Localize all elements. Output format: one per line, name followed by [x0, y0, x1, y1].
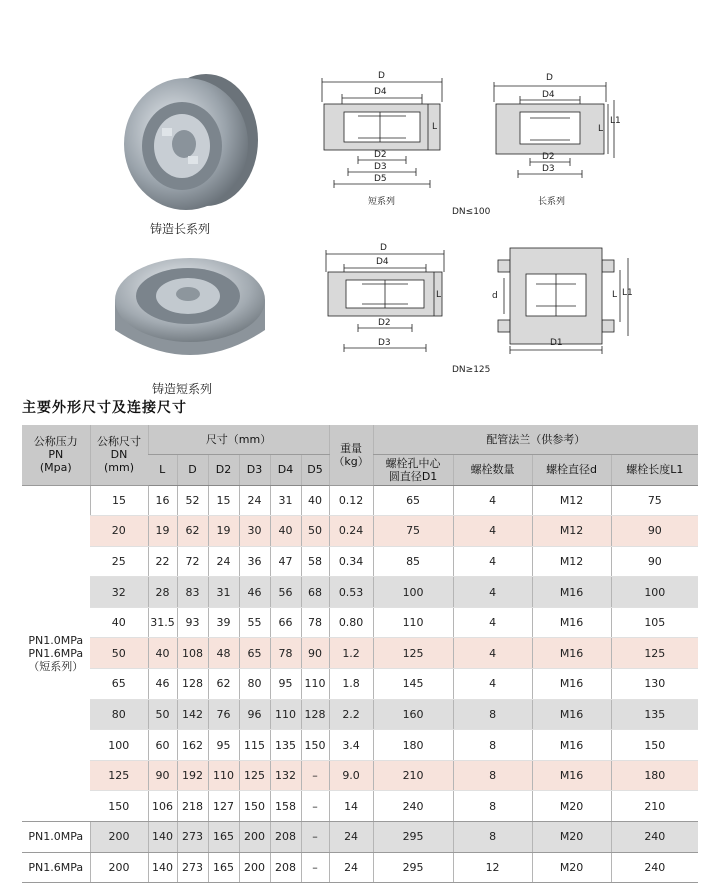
table-cell: 60	[148, 730, 177, 761]
table-cell: M16	[532, 760, 611, 791]
table-cell: 150	[611, 730, 698, 761]
table-cell: 127	[208, 791, 239, 822]
dim-D4: D4	[374, 87, 387, 97]
table-cell: 0.80	[329, 607, 373, 638]
header-pn: 公称压力 PN (Mpa)	[22, 425, 90, 485]
table-row	[22, 516, 698, 547]
table-cell: 39	[208, 607, 239, 638]
table-cell: 96	[239, 699, 270, 730]
table-cell: 48	[208, 638, 239, 669]
table-cell: 200	[239, 822, 270, 853]
table-cell: 80	[90, 699, 148, 730]
table-cell: 150	[301, 730, 329, 761]
table-cell: –	[301, 852, 329, 883]
table-cell: 142	[177, 699, 208, 730]
table-cell: 52	[177, 485, 208, 516]
table-cell: 12	[453, 852, 532, 883]
table-cell: 125	[611, 638, 698, 669]
table-cell: M20	[532, 852, 611, 883]
table-cell: 0.53	[329, 577, 373, 608]
table-cell: 80	[239, 669, 270, 700]
table-cell: 210	[611, 791, 698, 822]
table-cell: 208	[270, 852, 301, 883]
table-cell: 24	[329, 852, 373, 883]
table-cell: 210	[373, 760, 453, 791]
drawing-short-series-top	[318, 72, 446, 206]
dim-D4: D4	[542, 90, 555, 100]
table-cell: 200	[90, 852, 148, 883]
header-flange-group: 配管法兰（供参考）	[373, 425, 698, 454]
table-cell: 56	[270, 577, 301, 608]
table-cell: 0.34	[329, 546, 373, 577]
dim-L: L	[612, 290, 618, 300]
table-cell: 36	[239, 546, 270, 577]
table-cell: M12	[532, 516, 611, 547]
table-cell: 110	[270, 699, 301, 730]
pn-group-cell: PN1.0MPa PN1.6MPa （短系列）	[22, 485, 90, 822]
table-row	[22, 730, 698, 761]
table-row	[22, 791, 698, 822]
table-cell: 95	[270, 669, 301, 700]
table-cell: 2.2	[329, 699, 373, 730]
drawing-caption-long: 长系列	[538, 197, 566, 207]
dim-D: D	[378, 71, 385, 81]
table-cell: 108	[177, 638, 208, 669]
table-cell: 106	[148, 791, 177, 822]
table-row	[22, 607, 698, 638]
table-cell: 15	[90, 485, 148, 516]
table-cell: 0.24	[329, 516, 373, 547]
table-cell: 273	[177, 822, 208, 853]
photo-long-series-valve	[108, 58, 268, 218]
table-row	[22, 485, 698, 516]
table-cell: –	[301, 760, 329, 791]
table-cell: 16	[148, 485, 177, 516]
table-cell: 24	[239, 485, 270, 516]
header-dn: 公称尺寸 DN (mm)	[90, 425, 148, 485]
table-cell: 180	[611, 760, 698, 791]
table-cell: 110	[301, 669, 329, 700]
table-cell: 40	[90, 607, 148, 638]
table-cell: 75	[373, 516, 453, 547]
table-cell: 14	[329, 791, 373, 822]
table-cell: 180	[373, 730, 453, 761]
dim-L: L	[436, 290, 442, 300]
table-cell: 125	[373, 638, 453, 669]
table-cell: 8	[453, 699, 532, 730]
table-cell: 192	[177, 760, 208, 791]
dim-D4: D4	[376, 257, 389, 267]
drawing-long-series-bottom	[484, 244, 634, 360]
dim-D: D	[380, 243, 387, 253]
header-col-D5: D5	[301, 454, 329, 485]
table-cell: 160	[373, 699, 453, 730]
photo-long-series-caption: 铸造长系列	[150, 222, 211, 236]
table-row	[22, 822, 698, 853]
table-cell: 90	[611, 546, 698, 577]
table-cell: 100	[611, 577, 698, 608]
table-cell: 40	[148, 638, 177, 669]
table-cell: 24	[329, 822, 373, 853]
header-col-L: L	[148, 454, 177, 485]
table-cell: 125	[90, 760, 148, 791]
pn-group-cell: PN1.0MPa	[22, 822, 90, 853]
table-cell: 130	[611, 669, 698, 700]
table-cell: 150	[239, 791, 270, 822]
table-cell: 9.0	[329, 760, 373, 791]
table-cell: 128	[301, 699, 329, 730]
table-cell: 162	[177, 730, 208, 761]
table-cell: M20	[532, 822, 611, 853]
table-cell: 8	[453, 730, 532, 761]
table-cell: 83	[177, 577, 208, 608]
table-cell: M16	[532, 699, 611, 730]
table-cell: 66	[270, 607, 301, 638]
table-cell: 4	[453, 607, 532, 638]
table-cell: 8	[453, 822, 532, 853]
table-cell: 65	[239, 638, 270, 669]
table-cell: 50	[148, 699, 177, 730]
table-row	[22, 669, 698, 700]
dim-D3: D3	[542, 164, 555, 174]
table-cell: 75	[611, 485, 698, 516]
table-cell: 22	[148, 546, 177, 577]
table-cell: 50	[301, 516, 329, 547]
table-cell: 110	[373, 607, 453, 638]
section-title: 主要外形尺寸及连接尺寸	[22, 400, 187, 416]
table-cell: 110	[208, 760, 239, 791]
table-cell: 3.4	[329, 730, 373, 761]
table-cell: 40	[301, 485, 329, 516]
table-cell: 62	[177, 516, 208, 547]
table-cell: 4	[453, 485, 532, 516]
table-cell: 295	[373, 852, 453, 883]
table-cell: 31	[208, 577, 239, 608]
table-cell: 58	[301, 546, 329, 577]
table-cell: 25	[90, 546, 148, 577]
table-cell: 135	[611, 699, 698, 730]
table-cell: 19	[148, 516, 177, 547]
dim-D2: D2	[378, 318, 391, 328]
table-cell: 8	[453, 760, 532, 791]
table-cell: 0.12	[329, 485, 373, 516]
table-cell: 158	[270, 791, 301, 822]
table-cell: 46	[239, 577, 270, 608]
table-cell: 240	[611, 822, 698, 853]
table-row	[22, 577, 698, 608]
photo-short-series-valve	[110, 250, 270, 375]
header-col-D4: D4	[270, 454, 301, 485]
dim-D3: D3	[378, 338, 391, 348]
pn-group-cell: PN1.6MPa	[22, 852, 90, 883]
table-cell: 4	[453, 546, 532, 577]
table-cell: 62	[208, 669, 239, 700]
header-col-bolt-diameter: 螺栓直径d	[532, 454, 611, 485]
table-cell: 132	[270, 760, 301, 791]
table-cell: 240	[611, 852, 698, 883]
table-cell: 20	[90, 516, 148, 547]
table-cell: 19	[208, 516, 239, 547]
drawing-short-series-bottom	[322, 244, 450, 356]
table-cell: 165	[208, 852, 239, 883]
table-cell: 125	[239, 760, 270, 791]
table-cell: M16	[532, 669, 611, 700]
dim-L1: L1	[622, 288, 633, 298]
table-cell: 30	[239, 516, 270, 547]
table-cell: 240	[373, 791, 453, 822]
table-cell: 32	[90, 577, 148, 608]
drawing-caption-short: 短系列	[368, 197, 396, 207]
table-cell: 150	[90, 791, 148, 822]
table-cell: 90	[301, 638, 329, 669]
dim-d: d	[492, 291, 498, 301]
table-cell: M12	[532, 485, 611, 516]
table-cell: 200	[239, 852, 270, 883]
dim-D2: D2	[542, 152, 555, 162]
header-col-bolt-length: 螺栓长度L1	[611, 454, 698, 485]
dim-D5: D5	[374, 174, 387, 184]
dim-D: D	[546, 73, 553, 83]
table-cell: 208	[270, 822, 301, 853]
table-cell: 273	[177, 852, 208, 883]
table-cell: 78	[270, 638, 301, 669]
dim-L: L	[432, 122, 438, 132]
table-cell: 55	[239, 607, 270, 638]
table-cell: 85	[373, 546, 453, 577]
table-cell: 68	[301, 577, 329, 608]
table-cell: 28	[148, 577, 177, 608]
table-cell: 65	[373, 485, 453, 516]
dn-note-top: DN≤100	[452, 207, 491, 217]
table-cell: 4	[453, 669, 532, 700]
table-cell: 93	[177, 607, 208, 638]
table-row	[22, 760, 698, 791]
header-col-D2: D2	[208, 454, 239, 485]
table-cell: 1.2	[329, 638, 373, 669]
table-cell: 72	[177, 546, 208, 577]
table-cell: 200	[90, 822, 148, 853]
table-cell: 128	[177, 669, 208, 700]
dimension-table	[22, 425, 698, 883]
table-cell: 8	[453, 791, 532, 822]
table-cell: M16	[532, 577, 611, 608]
table-cell: M20	[532, 791, 611, 822]
table-cell: 46	[148, 669, 177, 700]
table-cell: M16	[532, 730, 611, 761]
table-cell: 115	[239, 730, 270, 761]
header-col-D: D	[177, 454, 208, 485]
table-cell: 145	[373, 669, 453, 700]
table-cell: 90	[611, 516, 698, 547]
table-cell: 40	[270, 516, 301, 547]
table-row	[22, 852, 698, 883]
table-cell: 24	[208, 546, 239, 577]
table-cell: –	[301, 791, 329, 822]
dim-D1: D1	[550, 338, 563, 348]
table-cell: 4	[453, 577, 532, 608]
header-size-group: 尺寸（mm）	[148, 425, 329, 454]
table-cell: M16	[532, 638, 611, 669]
table-row	[22, 546, 698, 577]
table-cell: 31.5	[148, 607, 177, 638]
table-cell: 50	[90, 638, 148, 669]
dim-L: L	[598, 124, 604, 134]
table-cell: –	[301, 822, 329, 853]
table-cell: 295	[373, 822, 453, 853]
table-row	[22, 699, 698, 730]
table-cell: 78	[301, 607, 329, 638]
drawing-long-series-top	[490, 73, 621, 207]
header-weight: 重量 （kg）	[329, 425, 373, 485]
header-col-D3: D3	[239, 454, 270, 485]
table-cell: 95	[208, 730, 239, 761]
table-cell: 105	[611, 607, 698, 638]
table-cell: 47	[270, 546, 301, 577]
table-cell: 100	[373, 577, 453, 608]
table-cell: 76	[208, 699, 239, 730]
table-cell: 140	[148, 822, 177, 853]
table-cell: 135	[270, 730, 301, 761]
table-cell: M12	[532, 546, 611, 577]
table-cell: 1.8	[329, 669, 373, 700]
table-cell: 4	[453, 638, 532, 669]
dn-note-bottom: DN≥125	[452, 365, 491, 375]
table-cell: 165	[208, 822, 239, 853]
table-cell: 218	[177, 791, 208, 822]
dim-D3: D3	[374, 162, 387, 172]
table-cell: M16	[532, 607, 611, 638]
table-cell: 90	[148, 760, 177, 791]
table-cell: 100	[90, 730, 148, 761]
table-cell: 140	[148, 852, 177, 883]
photo-short-series-caption: 铸造短系列	[152, 382, 213, 396]
table-cell: 31	[270, 485, 301, 516]
dim-D2: D2	[374, 150, 387, 160]
table-cell: 4	[453, 516, 532, 547]
table-cell: 65	[90, 669, 148, 700]
header-col-bolt-circle: 螺栓孔中心 圆直径D1	[373, 454, 453, 485]
table-cell: 15	[208, 485, 239, 516]
table-row	[22, 638, 698, 669]
header-col-bolt-count: 螺栓数量	[453, 454, 532, 485]
dim-L1: L1	[610, 116, 621, 126]
